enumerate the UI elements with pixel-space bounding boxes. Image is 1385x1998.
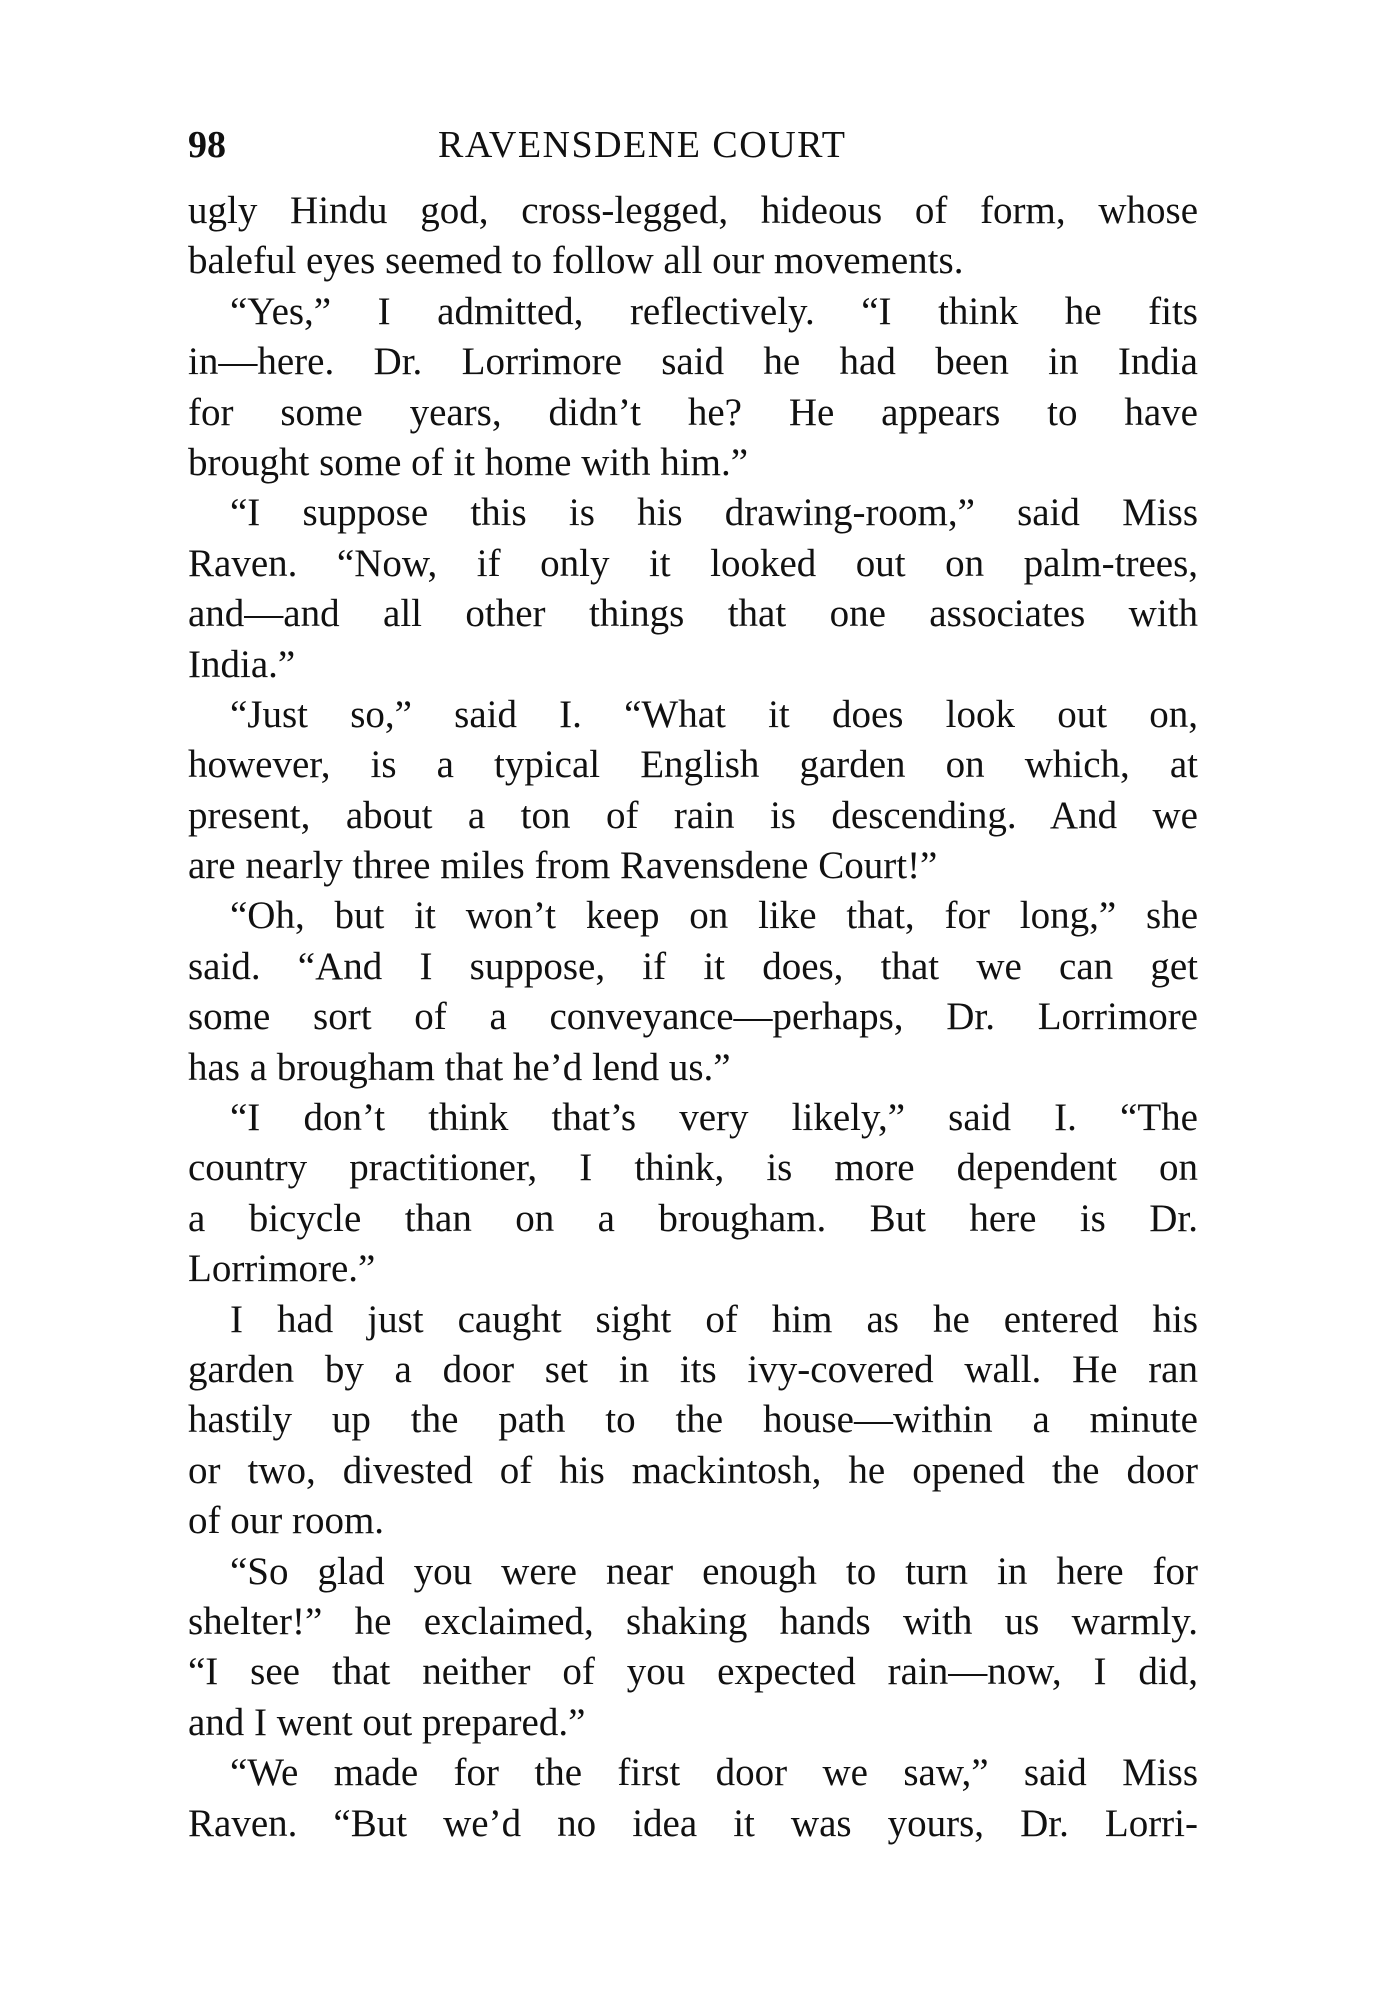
text-line: country practitioner, I think, is more dependent on — [188, 1146, 1198, 1190]
text-line: a bicycle than on a brougham. But here is Dr. — [188, 1196, 1198, 1240]
page-header — [188, 118, 1198, 172]
text-line: and I went out prepared.” — [188, 1700, 586, 1744]
text-line: for some years, didn’t he? He appears to have — [188, 390, 1198, 434]
text-line: ugly Hindu god, cross-legged, hideous of form, whose — [188, 189, 1198, 232]
text-line: shelter!” he exclaimed, shaking hands with us warmly. — [188, 1599, 1198, 1643]
page-number: 98 — [188, 124, 226, 166]
text-line: “I see that neither of you expected rain—now, I did, — [188, 1650, 1198, 1694]
text-line: in—here. Dr. Lorrimore said he had been in India — [188, 340, 1198, 384]
body-text — [188, 186, 1198, 1849]
text-line: said. “And I suppose, if it does, that we can get — [188, 944, 1198, 988]
text-line: has a brougham that he’d lend us.” — [188, 1045, 731, 1089]
text-line: “Just so,” said I. “What it does look out on, — [230, 692, 1198, 736]
text-line: India.” — [188, 642, 296, 686]
text-line: brought some of it home with him.” — [188, 440, 749, 484]
text-line: Raven. “But we’d no idea it was yours, Dr. Lorri- — [188, 1801, 1198, 1845]
text-line: garden by a door set in its ivy-covered wall. He ran — [188, 1347, 1198, 1391]
text-line: are nearly three miles from Ravensdene Court!” — [188, 844, 938, 888]
running-head: RAVENSDENE COURT — [438, 124, 847, 166]
text-line: Raven. “Now, if only it looked out on palm-trees, — [188, 541, 1198, 585]
text-line: baleful eyes seemed to follow all our movements. — [188, 239, 964, 283]
text-line: I had just caught sight of him as he entered his — [230, 1297, 1198, 1341]
text-line: hastily up the path to the house—within a minute — [188, 1398, 1198, 1442]
text-line: Lorrimore.” — [188, 1247, 376, 1291]
text-line: and—and all other things that one associates with — [188, 592, 1198, 636]
text-line: or two, divested of his mackintosh, he opened the door — [188, 1448, 1198, 1492]
text-line: however, is a typical English garden on which, at — [188, 743, 1198, 787]
text-line: “I don’t think that’s very likely,” said I. “The — [230, 1096, 1198, 1140]
text-line: “I suppose this is his drawing-room,” said Miss — [230, 491, 1198, 535]
text-line: present, about a ton of rain is descending. And we — [188, 793, 1198, 837]
text-line: “So glad you were near enough to turn in here for — [230, 1549, 1198, 1593]
text-line: “We made for the first door we saw,” said Miss — [230, 1751, 1198, 1795]
text-line: some sort of a conveyance—perhaps, Dr. Lorrimore — [188, 995, 1198, 1039]
text-line: “Oh, but it won’t keep on like that, for long,” she — [230, 894, 1198, 938]
text-line: of our room. — [188, 1499, 385, 1543]
text-line: “Yes,” I admitted, reflectively. “I think he fits — [230, 289, 1198, 333]
